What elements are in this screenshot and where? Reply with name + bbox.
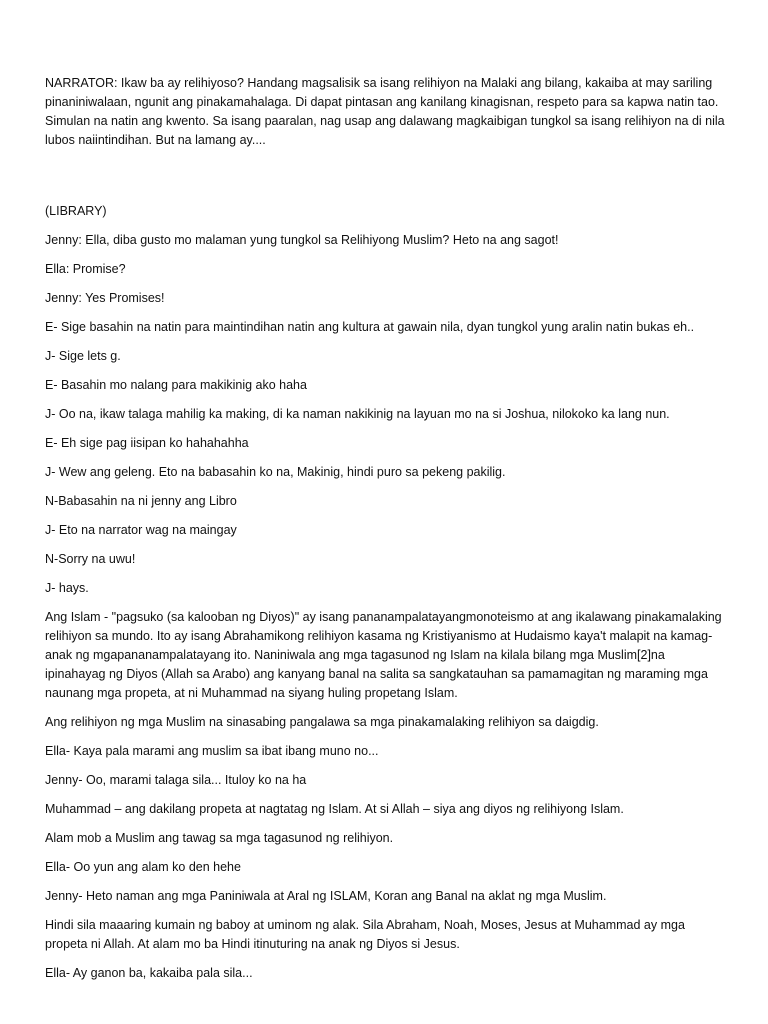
narrator-intro: NARRATOR: Ikaw ba ay relihiyoso? Handang magsalisik sa isang relihiyon na Malaki ang bilang, kakaiba at may sariling pinaniniwalaan, ngunit ang pinakamahalaga. Di dapat pintasan ang kanilang kinagisnan, respeto para sa kapwa natin tao. Simulan na natin ang kwento. Sa isang paaralan, nag usap ang dalawang magkaibigan tungkol sa isang relihiyon na di nila lubos naiintindihan. But na lamang ay.... (45, 76, 725, 147)
dialogue-line: Jenny: Yes Promises! (45, 291, 165, 305)
body-paragraph: Ang relihiyon ng mga Muslim na sinasabing pangalawa sa mga pinakamalaking relihiyon sa daigdig. (45, 715, 599, 729)
dialogue-line: E- Eh sige pag iisipan ko hahahahha (45, 436, 249, 450)
dialogue-line: Jenny: Ella, diba gusto mo malaman yung tungkol sa Relihiyong Muslim? Heto na ang sagot! (45, 233, 559, 247)
document-body (45, 74, 725, 993)
dialogue-line: E- Basahin mo nalang para makikinig ako haha (45, 378, 307, 392)
dialogue-line: J- Oo na, ikaw talaga mahilig ka making, di ka naman nakikinig na layuan mo na si Joshua, nilokoko ka lang nun. (45, 407, 670, 421)
stage-direction-library: (LIBRARY) (45, 204, 107, 218)
dialogue-line: Ella- Oo yun ang alam ko den hehe (45, 860, 241, 874)
body-paragraph: Muhammad – ang dakilang propeta at nagtatag ng Islam. At si Allah – siya ang diyos ng relihiyong Islam. (45, 802, 624, 816)
dialogue-line: Jenny- Heto naman ang mga Paniniwala at Aral ng ISLAM, Koran ang Banal na aklat ng mga Muslim. (45, 889, 607, 903)
dialogue-line: J- Sige lets g. (45, 349, 121, 363)
dialogue-line: J- Eto na narrator wag na maingay (45, 523, 237, 537)
dialogue-line: Ella- Kaya pala marami ang muslim sa ibat ibang muno no... (45, 744, 379, 758)
dialogue-line: J- Wew ang geleng. Eto na babasahin ko na, Makinig, hindi puro sa pekeng pakilig. (45, 465, 506, 479)
dialogue-line: J- hays. (45, 581, 89, 595)
narrator-line: N-Sorry na uwu! (45, 552, 136, 566)
dialogue-line: Ella: Promise? (45, 262, 126, 276)
dialogue-line: Jenny- Oo, marami talaga sila... Ituloy ko na ha (45, 773, 307, 787)
body-paragraph: Hindi sila maaaring kumain ng baboy at uminom ng alak. Sila Abraham, Noah, Moses, Jesus at Muhammad ay mga propeta ni Allah. At alam mo ba Hindi itinuturing na anak ng Diyos si Jesus. (45, 918, 685, 951)
narrator-line: N-Babasahin na ni jenny ang Libro (45, 494, 237, 508)
body-paragraph: Alam mob a Muslim ang tawag sa mga tagasunod ng relihiyon. (45, 831, 394, 845)
dialogue-line: Ella- Ay ganon ba, kakaiba pala sila... (45, 966, 253, 980)
islam-definition-paragraph: Ang Islam - "pagsuko (sa kalooban ng Diyos)" ay isang pananampalatayangmonoteismo at ang ikalawang pinakamalaking relihiyon sa mundo. Ito ay isang Abrahamikong relihiyon kasama ng Kristiyanismo at Hudaismo kaya't malapit na kamag-anak ng mgapananampalatayang ito. Naniniwala ang mga tagasunod ng Islam na kilala bilang mga Muslim[2]na ipinahayag ng Diyos (Allah sa Arabo) ang kanyang banal na salita sa sangkatauhan sa pamamagitan ng maraming mga naunang mga propeta, at ni Muhammad na siyang huling propetang Islam. (45, 610, 722, 700)
dialogue-line: E- Sige basahin na natin para maintindihan natin ang kultura at gawain nila, dyan tungkol yung aralin natin bukas eh.. (45, 320, 695, 334)
